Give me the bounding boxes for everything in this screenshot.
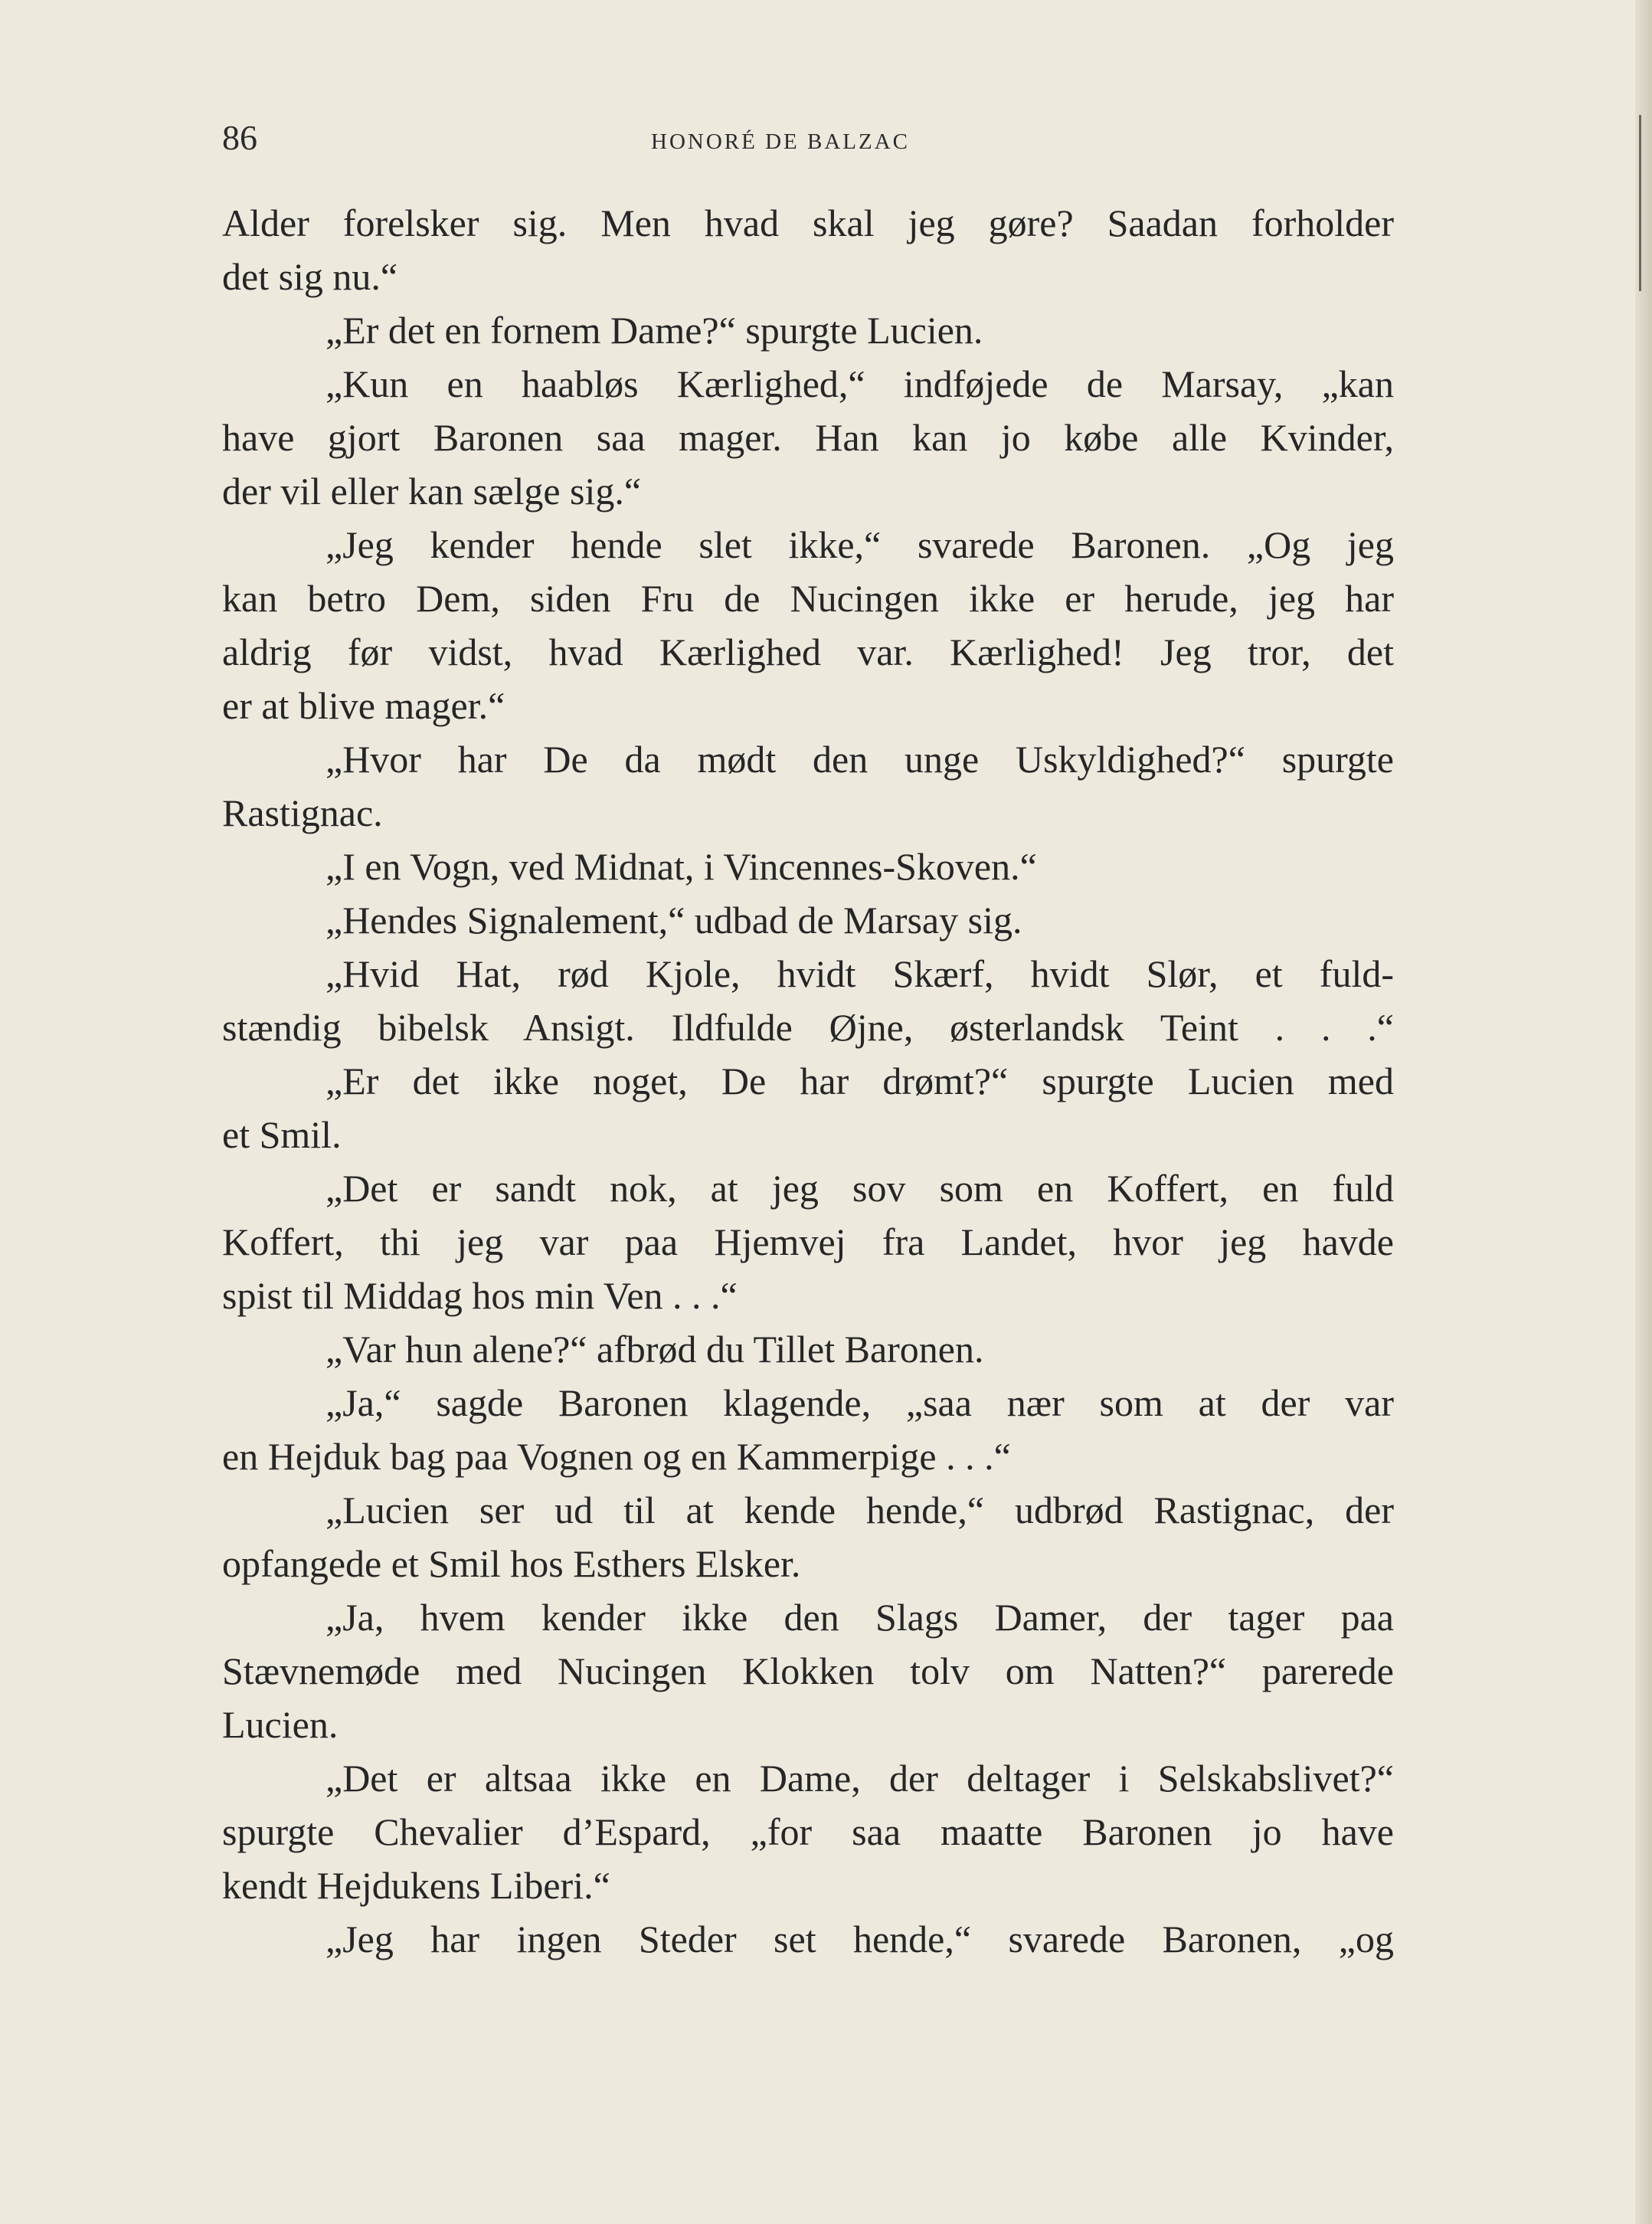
body-text (222, 196, 1394, 1966)
text-line: „Det er altsaa ikke en Dame, der deltager i Selskabslivet?“ (325, 1757, 1394, 1800)
page-number: 86 (222, 118, 257, 157)
running-title: HONORÉ DE BALZAC (651, 129, 910, 154)
text-line: „Var hun alene?“ afbrød du Tillet Baronen. (325, 1328, 984, 1371)
text-line: „Hvor har De da mødt den unge Uskyldighed?“ spurgte (325, 738, 1394, 781)
text-line: Stævnemøde med Nucingen Klokken tolv om Natten?“ parerede (222, 1649, 1394, 1692)
text-line: „Er det ikke noget, De har drømt?“ spurgte Lucien med (325, 1060, 1394, 1102)
text-line: Rastignac. (222, 791, 383, 834)
text-line: „Ja, hvem kender ikke den Slags Damer, der tager paa (325, 1596, 1394, 1639)
text-line: „I en Vogn, ved Midnat, i Vincennes-Skoven.“ (325, 845, 1037, 888)
text-line: en Hejduk bag paa Vognen og en Kammerpige . . .“ (222, 1435, 1011, 1478)
text-line: Koffert, thi jeg var paa Hjemvej fra Landet, hvor jeg havde (222, 1220, 1394, 1263)
text-line: „Hendes Signalement,“ udbad de Marsay sig. (325, 899, 1022, 942)
text-line: opfangede et Smil hos Esthers Elsker. (222, 1542, 801, 1585)
text-line: „Er det en fornem Dame?“ spurgte Lucien. (325, 309, 983, 352)
text-line: „Jeg kender hende slet ikke,“ svarede Baronen. „Og jeg (325, 523, 1394, 566)
text-line: have gjort Baronen saa mager. Han kan jo købe alle Kvinder, (222, 416, 1394, 459)
text-line: er at blive mager.“ (222, 684, 505, 727)
text-line: der vil eller kan sælge sig.“ (222, 470, 642, 513)
text-line: „Hvid Hat, rød Kjole, hvidt Skærf, hvidt Slør, et fuld- (325, 952, 1394, 995)
text-line: stændig bibelsk Ansigt. Ildfulde Øjne, østerlandsk Teint . . .“ (222, 1006, 1394, 1049)
text-line: „Jeg har ingen Steder set hende,“ svarede Baronen, „og (325, 1918, 1394, 1960)
text-line: aldrig før vidst, hvad Kærlighed var. Kærlighed! Jeg tror, det (222, 631, 1394, 673)
text-line: „Kun en haabløs Kærlighed,“ indføjede de Marsay, „kan (325, 362, 1394, 405)
text-line: kan betro Dem, siden Fru de Nucingen ikke er herude, jeg har (222, 577, 1394, 620)
page-edge-shadow (1635, 0, 1652, 2224)
page-header (222, 115, 1386, 161)
text-line: „Det er sandt nok, at jeg sov som en Koffert, en fuld (325, 1167, 1394, 1210)
text-line: spurgte Chevalier d’Espard, „for saa maatte Baronen jo have (222, 1810, 1394, 1853)
text-line: „Lucien ser ud til at kende hende,“ udbrød Rastignac, der (325, 1489, 1394, 1531)
text-line: Alder forelsker sig. Men hvad skal jeg gøre? Saadan forholder (222, 201, 1394, 244)
text-line: et Smil. (222, 1113, 342, 1156)
text-line: det sig nu.“ (222, 255, 398, 298)
text-line: spist til Middag hos min Ven . . .“ (222, 1274, 738, 1317)
text-line: kendt Hejdukens Liberi.“ (222, 1864, 610, 1907)
text-line: Lucien. (222, 1703, 339, 1746)
text-line: „Ja,“ sagde Baronen klagende, „saa nær som at der var (325, 1381, 1394, 1424)
page-edge-line (1639, 115, 1641, 291)
